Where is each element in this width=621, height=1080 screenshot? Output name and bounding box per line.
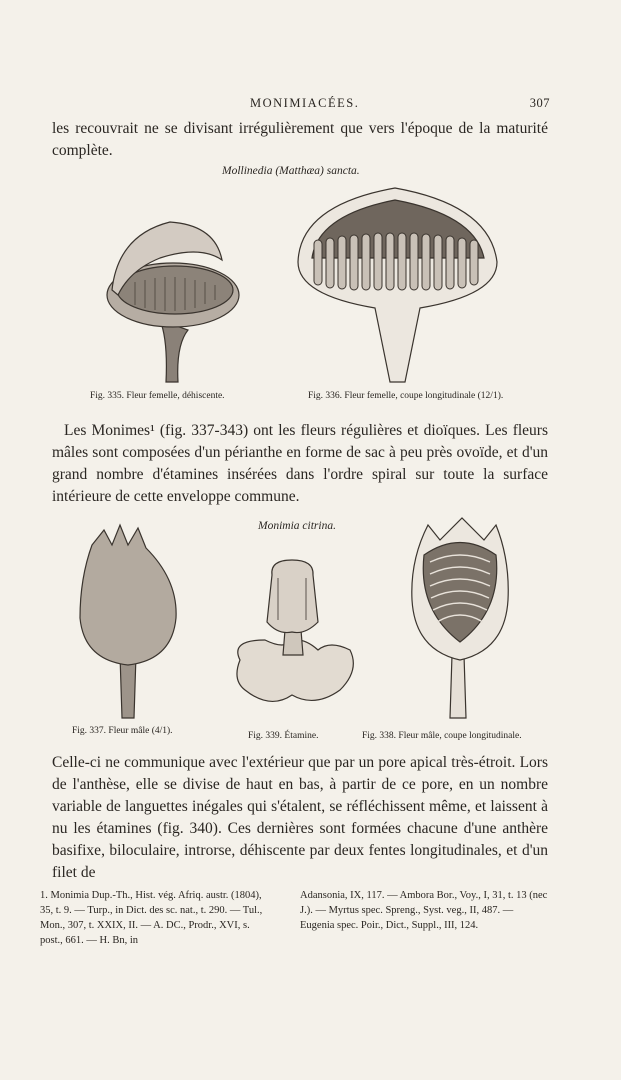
footnote-right: Adansonia, IX, 117. — Ambora Bor., Voy., I, 31, t. 13 (nec J.). — Myrtus spec. Spreng., Syst. veg., II, 487. — Eugenia spec. Poir., Dict., Suppl., III, 124.	[300, 890, 548, 931]
running-title: MONIMIACÉES.	[250, 96, 360, 110]
page-number: 307	[529, 96, 550, 110]
fig-338-illustration	[412, 518, 508, 718]
caption-fig-338: Fig. 338. Fleur mâle, coupe longitudinale.	[362, 731, 522, 741]
paragraph-2: Les Monimes¹ (fig. 337-343) ont les fleurs régulières et dioïques. Les fleurs mâles sont composées d'un périanthe en forme de sac à peu près ovoïde, et d'un grand nombre d'étamines insérées dans l'ordre spiral sur toute la surface intérieure de cette enveloppe commune.	[52, 422, 548, 505]
paragraph-3: Celle-ci ne communique avec l'extérieur que par un pore apical très-étroit. Lors de l'anthèse, elle se divise de haut en bas, à partir de ce pore, en un nombre variable de languettes inégales qui s'étalent, se réfléchissent même, et laissent à nu les étamines (fig. 340). Ces dernières sont formées chacune d'une anthère basifixe, biloculaire, introrse, déhiscente par deux fentes longitudinales, et d'un filet de	[52, 754, 548, 881]
figure-group-title-mollinedia: Mollinedia (Matthæa) sancta.	[222, 165, 360, 177]
caption-fig-339: Fig. 339. Étamine.	[248, 731, 319, 741]
caption-fig-335: Fig. 335. Fleur femelle, déhiscente.	[90, 391, 225, 401]
fig-337-illustration	[80, 525, 176, 718]
fig-339-illustration	[237, 560, 353, 701]
footnote-left: 1. Monimia Dup.-Th., Hist. vég. Afriq. austr. (1804), 35, t. 9. — Turp., in Dict. des sc. nat., t. 290. — Tul., Mon., 307, t. XXIX, II. — A. DC., Prodr., XVI, s. post., 661. — H. Bn, in	[40, 890, 263, 946]
caption-fig-337: Fig. 337. Fleur mâle (4/1).	[72, 726, 173, 736]
figure-group-title-monimia: Monimia citrina.	[258, 520, 336, 532]
paragraph-1: les recouvrait ne se divisant irrégulièrement que vers l'époque de la maturité complète.	[52, 120, 548, 159]
caption-fig-336: Fig. 336. Fleur femelle, coupe longitudinale (12/1).	[308, 391, 504, 401]
